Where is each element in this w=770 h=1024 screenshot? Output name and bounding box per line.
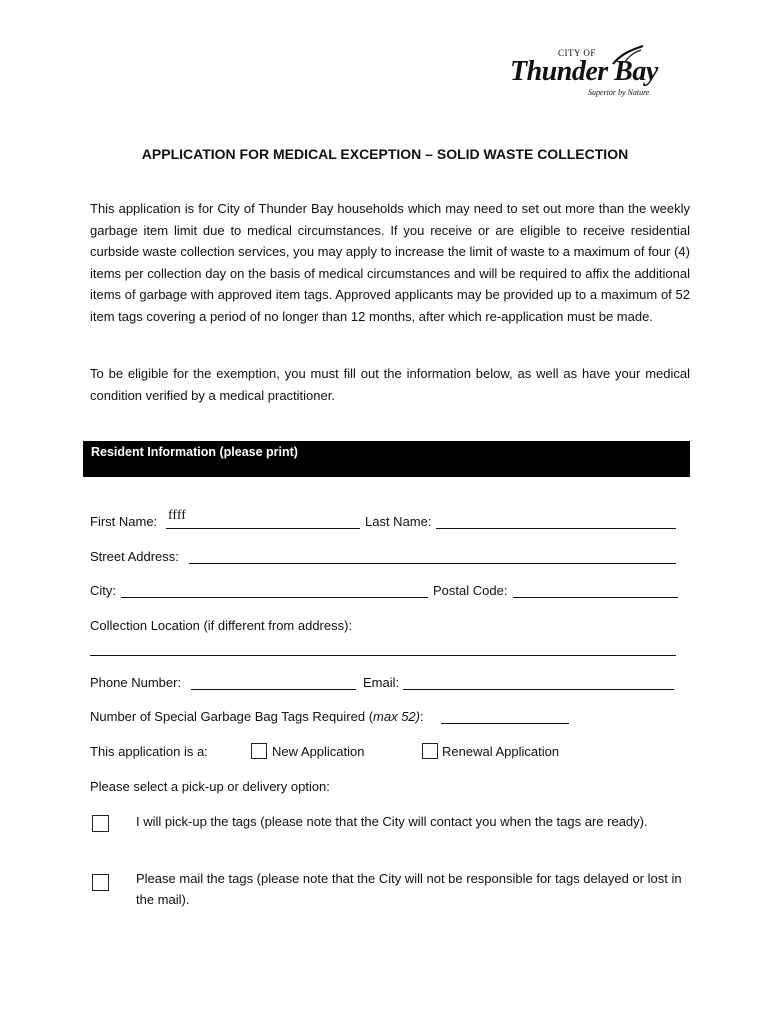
tags-required-label: Number of Special Garbage Bag Tags Required (max 52):: [90, 709, 424, 724]
section-header: Resident Information (please print): [91, 445, 298, 459]
street-address-label: Street Address:: [90, 549, 179, 564]
pickup-option-label: I will pick-up the tags (please note that the City will contact you when the tags are ready).: [136, 814, 648, 829]
application-type-label: This application is a:: [90, 744, 208, 759]
city-label: City:: [90, 583, 116, 598]
city-field[interactable]: [121, 597, 428, 598]
first-name-value[interactable]: ffff: [168, 508, 186, 523]
logo-tagline: Superior by Nature: [588, 88, 650, 97]
last-name-label: Last Name:: [365, 514, 432, 529]
email-field[interactable]: [403, 689, 674, 690]
section-header-bar: [83, 441, 690, 477]
postal-code-label: Postal Code:: [433, 583, 508, 598]
new-application-checkbox[interactable]: [251, 743, 267, 759]
pickup-prompt: Please select a pick-up or delivery option:: [90, 779, 330, 794]
collection-location-field[interactable]: [90, 655, 676, 656]
document-title: APPLICATION FOR MEDICAL EXCEPTION – SOLID WASTE COLLECTION: [141, 146, 629, 162]
new-application-label: New Application: [272, 744, 365, 759]
collection-location-label: Collection Location (if different from address):: [90, 618, 353, 633]
first-name-label: First Name:: [90, 514, 158, 529]
email-label: Email:: [363, 675, 400, 690]
renewal-application-label: Renewal Application: [442, 744, 560, 759]
last-name-field[interactable]: [436, 528, 676, 529]
eligibility-paragraph: To be eligible for the exemption, you must fill out the information below, as well as have your medical condition verified by a medical practitioner.: [90, 366, 690, 403]
pickup-option-checkbox[interactable]: [92, 815, 109, 832]
logo-city-of: CITY OF: [558, 48, 596, 58]
city-logo: [508, 44, 683, 104]
mail-option-label: Please mail the tags (please note that the City will not be responsible for tags delayed or lost in the mail).: [136, 871, 682, 907]
renewal-application-checkbox[interactable]: [422, 743, 438, 759]
street-address-field[interactable]: [189, 563, 676, 564]
phone-number-label: Phone Number:: [90, 675, 182, 690]
intro-paragraph: This application is for City of Thunder Bay households which may need to set out more than the weekly garbage item limit due to medical circumstances. If you receive or are eligible to receive residential curbside waste collection services, you may apply to increase the limit of waste to a maximum of four (4) items per collection day on the basis of medical circumstances and will be required to affix the additional items of garbage with approved item tags. Approved applicants may be provided up to a maximum of 52 item tags covering a period of no longer than 12 months, after which re-application must be made.: [90, 201, 690, 324]
first-name-field[interactable]: [166, 528, 360, 529]
phone-number-field[interactable]: [191, 689, 356, 690]
postal-code-field[interactable]: [513, 597, 678, 598]
logo-name: Thunder Bay: [510, 56, 658, 87]
tags-required-field[interactable]: [441, 723, 569, 724]
mail-option-checkbox[interactable]: [92, 874, 109, 891]
